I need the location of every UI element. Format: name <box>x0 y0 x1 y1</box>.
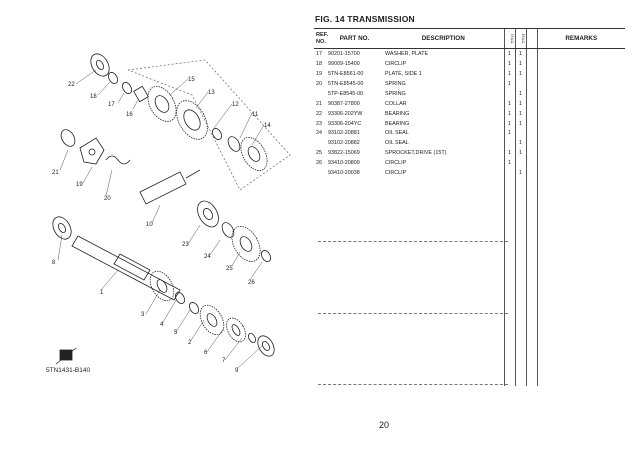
remarks-cell <box>537 109 625 119</box>
ref-no-cell: 25 <box>316 150 322 157</box>
main-shaft-1 <box>72 236 180 300</box>
table-row <box>314 158 625 168</box>
part-no-cell: 5TN-E8545-00 <box>328 80 364 87</box>
model-a-qty: 1 <box>504 148 515 158</box>
model-b-qty: 1 <box>515 109 526 119</box>
remarks-cell <box>537 99 625 109</box>
part-no-cell: 93410-20809 <box>328 160 360 167</box>
model-a-qty <box>504 168 515 178</box>
header-model-a <box>504 29 515 49</box>
header-ref-no <box>314 29 329 49</box>
collar-16 <box>134 86 149 101</box>
remarks-cell <box>537 89 625 99</box>
table-row <box>314 79 625 89</box>
model-c-qty <box>526 99 537 109</box>
header-ref-line2: NO. <box>316 38 326 45</box>
model-a-qty: 1 <box>504 109 515 119</box>
model-a-qty: 1 <box>504 99 515 109</box>
part-no-cell: 90201-15700 <box>328 50 360 57</box>
blank-cell <box>537 178 625 386</box>
model-b-qty <box>515 129 526 139</box>
description-cell: CIRCLIP <box>385 160 407 167</box>
description-cell: OIL SEAL <box>385 130 409 137</box>
description-cell: BEARING <box>385 110 410 117</box>
bearing-9 <box>254 333 277 359</box>
model-b-qty: 1 <box>515 138 526 148</box>
table-row <box>314 168 625 178</box>
remarks-cell <box>537 69 625 79</box>
callout-3: 3 <box>141 312 145 318</box>
description-cell: PLATE, SIDE 1 <box>385 70 422 77</box>
diagram-reference-code: 5TN1431-B140 <box>46 367 91 374</box>
plate-side-19 <box>80 138 104 164</box>
model-b-qty: 1 <box>515 59 526 69</box>
transmission-diagram-svg <box>0 0 318 451</box>
remarks-cell <box>537 129 625 139</box>
model-a-qty: 1 <box>504 79 515 89</box>
table-row <box>314 49 625 59</box>
description-cell: WASHER, PLATE <box>385 50 429 57</box>
callout-19: 19 <box>76 182 83 188</box>
header-description: DESCRIPTION <box>383 29 504 49</box>
callout-13: 13 <box>208 90 215 96</box>
circlip-5 <box>188 301 201 315</box>
model-a-qty: 1 <box>504 59 515 69</box>
description-cell: OIL SEAL <box>385 140 409 147</box>
washer-17 <box>121 81 134 95</box>
model-c-qty <box>526 89 537 99</box>
remarks-cell <box>537 138 625 148</box>
model-c-qty <box>526 119 537 129</box>
table-row <box>314 129 625 139</box>
header-part-no: PART NO. <box>326 29 383 49</box>
callout-26: 26 <box>248 280 255 286</box>
callout-22: 22 <box>68 82 75 88</box>
description-cell: BEARING <box>385 120 410 127</box>
table-row <box>314 99 625 109</box>
reference-part-icon <box>56 348 76 364</box>
remarks-cell <box>537 158 625 168</box>
callout-7: 7 <box>222 358 226 364</box>
callout-21: 21 <box>52 170 59 176</box>
callout-15: 15 <box>188 77 195 83</box>
callout-6: 6 <box>204 350 208 356</box>
callout-24: 24 <box>204 254 211 260</box>
remarks-cell <box>537 79 625 89</box>
shaft-10 <box>140 170 200 204</box>
washer-4 <box>174 291 187 305</box>
gear-2 <box>195 301 228 339</box>
table-row <box>314 148 625 158</box>
callout-25: 25 <box>226 266 233 272</box>
callout-10: 10 <box>146 222 153 228</box>
callout-2: 2 <box>188 340 192 346</box>
model-b-qty: 1 <box>515 69 526 79</box>
callout-1: 1 <box>100 290 104 296</box>
ref-no-cell <box>314 138 326 148</box>
description-cell: COLLAR <box>385 100 407 107</box>
blank-cell <box>314 178 326 386</box>
callout-20: 20 <box>104 196 111 202</box>
page-number: 20 <box>379 420 390 430</box>
header-remarks: REMARKS <box>537 29 625 49</box>
description-cell: CIRCLIP <box>385 170 407 177</box>
ref-no-cell: 17 <box>316 50 322 57</box>
gear-13 <box>170 95 214 144</box>
ref-no-cell <box>314 89 326 99</box>
part-no-cell: 93410-20038 <box>328 170 360 177</box>
gear-14 <box>235 133 272 175</box>
part-no-cell: 99009-15400 <box>328 60 360 67</box>
model-a-qty <box>504 138 515 148</box>
spring-20 <box>106 156 130 164</box>
callout-5: 5 <box>174 330 178 336</box>
sprocket-25 <box>226 222 266 267</box>
remarks-cell <box>537 148 625 158</box>
description-cell: SPROCKET,DRIVE (15T) <box>385 150 447 157</box>
remarks-cell <box>537 119 625 129</box>
remarks-cell <box>537 59 625 69</box>
ref-no-cell: 24 <box>316 130 322 137</box>
table-row <box>314 59 625 69</box>
gear-6 <box>223 315 250 346</box>
header-model-b-label: 5TN3 <box>519 33 525 44</box>
remarks-cell <box>537 168 625 178</box>
circlip-12 <box>211 127 224 141</box>
table-row <box>314 109 625 119</box>
header-model-c <box>526 29 537 49</box>
model-c-qty <box>526 109 537 119</box>
model-c-qty <box>526 138 537 148</box>
model-a-qty <box>504 89 515 99</box>
callout-8: 8 <box>52 260 56 266</box>
ref-no-cell: 23 <box>316 120 322 127</box>
part-no-cell: 93102-20882 <box>328 140 360 147</box>
model-a-qty: 1 <box>504 49 515 59</box>
blank-cell <box>515 178 526 386</box>
callout-18: 18 <box>90 94 97 100</box>
parts-table <box>314 28 625 386</box>
blank-cell <box>383 178 504 386</box>
ref-no-cell: 21 <box>316 100 322 107</box>
model-b-qty <box>515 158 526 168</box>
model-a-qty: 1 <box>504 158 515 168</box>
gear-15 <box>142 82 182 127</box>
figure-title: FIG. 14 TRANSMISSION <box>315 14 415 24</box>
part-no-cell: 5TP-E8545-00 <box>328 90 364 97</box>
header-model-b <box>515 29 526 49</box>
callout-14: 14 <box>264 123 271 129</box>
callout-16: 16 <box>126 112 133 118</box>
remarks-cell <box>537 49 625 59</box>
model-b-qty: 1 <box>515 49 526 59</box>
callout-4: 4 <box>160 322 164 328</box>
part-no-cell: 5TN-E8561-00 <box>328 70 364 77</box>
table-row <box>314 89 625 99</box>
ref-no-cell <box>314 168 326 178</box>
washer-11 <box>226 135 243 154</box>
blank-cell <box>504 178 515 386</box>
collar-21 <box>58 127 77 149</box>
bearing-22 <box>87 51 113 80</box>
model-a-qty: 1 <box>504 129 515 139</box>
oil-seal-24 <box>220 221 237 240</box>
model-b-qty: 1 <box>515 99 526 109</box>
model-c-qty <box>526 148 537 158</box>
ref-no-cell: 22 <box>316 110 322 117</box>
callout-11: 11 <box>252 112 259 118</box>
ref-no-cell: 19 <box>316 70 322 77</box>
callout-23: 23 <box>182 242 189 248</box>
header-model-a-label: 5TN1 <box>508 33 514 44</box>
callout-17: 17 <box>108 102 115 108</box>
ref-no-cell: 26 <box>316 160 322 167</box>
model-a-qty: 1 <box>504 119 515 129</box>
model-b-qty: 1 <box>515 168 526 178</box>
model-c-qty <box>526 59 537 69</box>
part-no-cell: 93822-15069 <box>328 150 360 157</box>
table-header-row <box>314 29 625 49</box>
bearing-8 <box>49 214 75 243</box>
model-b-qty: 1 <box>515 119 526 129</box>
model-b-qty <box>515 79 526 89</box>
part-no-cell: 93306-202YW <box>328 110 363 117</box>
description-cell: SPRING <box>385 90 406 97</box>
table-row <box>314 69 625 79</box>
description-cell: CIRCLIP <box>385 60 407 67</box>
model-c-qty <box>526 79 537 89</box>
gear-3 <box>145 267 178 305</box>
model-c-qty <box>526 69 537 79</box>
table-row <box>314 119 625 129</box>
model-c-qty <box>526 168 537 178</box>
bearing-23 <box>193 197 223 230</box>
blank-cell <box>326 178 383 386</box>
callout-12: 12 <box>232 102 239 108</box>
model-b-qty: 1 <box>515 148 526 158</box>
ref-no-cell: 20 <box>316 80 322 87</box>
callout-numbers <box>52 77 271 374</box>
part-no-cell: 93102-20881 <box>328 130 360 137</box>
part-no-cell: 90387-27800 <box>328 100 360 107</box>
model-c-qty <box>526 158 537 168</box>
dashed-separator <box>318 313 508 314</box>
dashed-separator <box>318 384 508 385</box>
header-ref-line1: REF. <box>316 32 329 38</box>
description-cell: SPRING <box>385 80 406 87</box>
dashed-separator <box>318 241 508 242</box>
exploded-diagram <box>0 0 318 451</box>
model-c-qty <box>526 129 537 139</box>
model-c-qty <box>526 49 537 59</box>
model-a-qty: 1 <box>504 69 515 79</box>
circlip-7 <box>247 332 257 344</box>
ref-no-cell: 18 <box>316 60 322 67</box>
circlip-26 <box>260 249 273 263</box>
table-blank-area <box>314 178 625 386</box>
part-no-cell: 93306-204YC <box>328 120 362 127</box>
blank-cell <box>526 178 537 386</box>
table-row <box>314 138 625 148</box>
model-b-qty: 1 <box>515 89 526 99</box>
callout-9: 9 <box>235 368 239 374</box>
